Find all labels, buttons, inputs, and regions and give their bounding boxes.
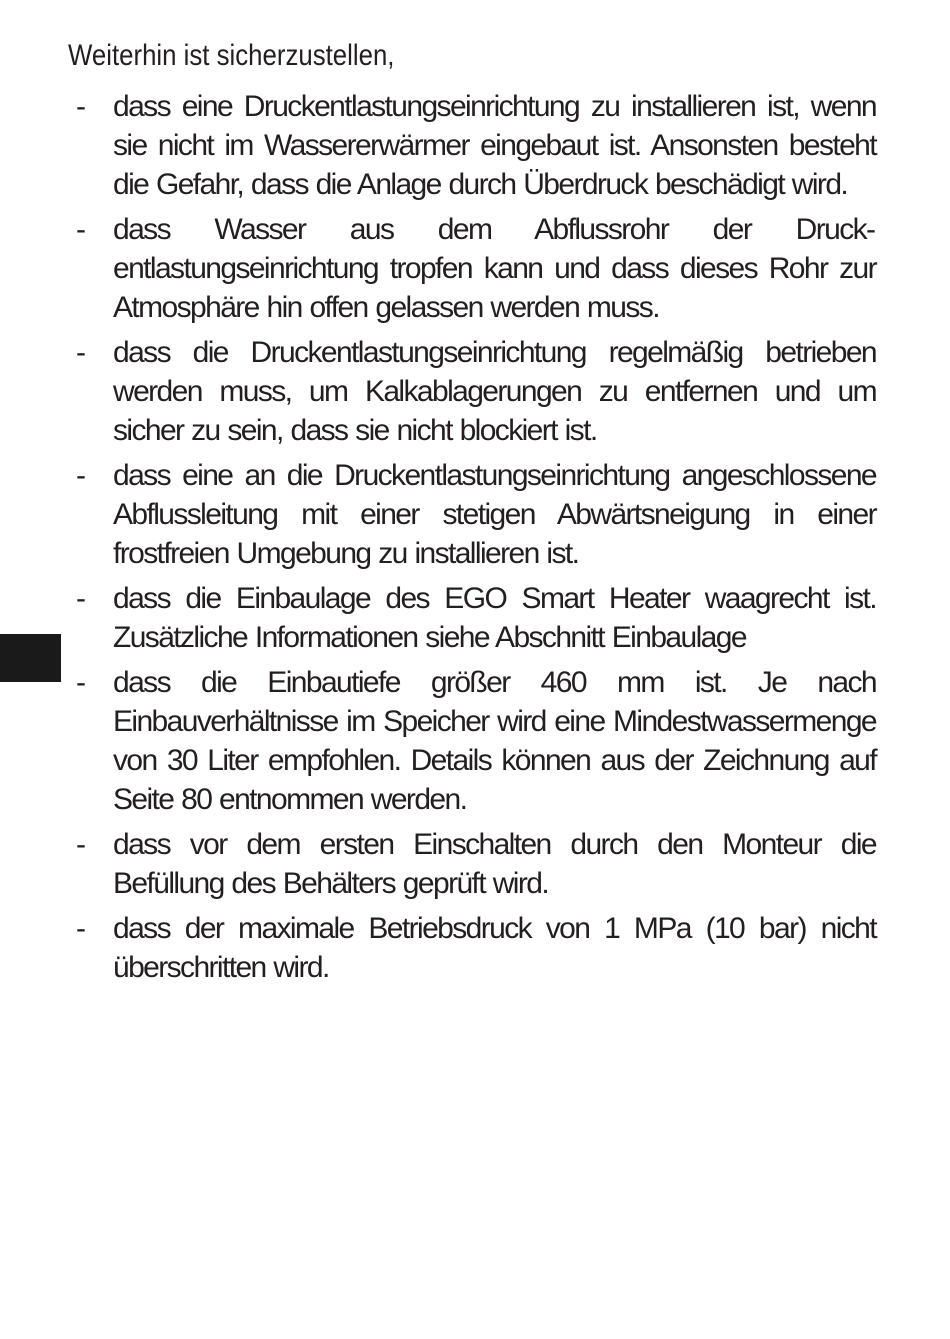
list-item (0, 456, 950, 573)
list-item-text: dass vor dem ersten Einschalten durch den Monteur die Befüllung des Behälters geprüft wird. (113, 828, 876, 900)
bullet-dash: - (76, 912, 86, 945)
list-item (0, 333, 950, 450)
bullet-dash: - (76, 90, 86, 123)
section-tab-marker (0, 634, 61, 682)
bullet-dash: - (76, 336, 86, 369)
bullet-dash: - (76, 213, 86, 246)
list-item-text: dass die Einbaulage des EGO Smart Heater waagrecht ist. Zusätzliche Informationen siehe Abschnitt Einbaulage (113, 582, 876, 654)
bullet-dash: - (76, 582, 86, 615)
list-item (0, 579, 950, 657)
bullet-dash: - (76, 666, 86, 699)
list-item (0, 210, 950, 327)
list-item (0, 909, 950, 987)
intro-text: Weiterhin ist sicherzustellen, (68, 39, 395, 72)
bullet-dash: - (76, 828, 86, 861)
list-item-text: dass Wasser aus dem Abflussrohr der Druckentlastungseinrichtung tropfen kann und dass dieses Rohr zur Atmosphäre hin offen gelassen werden muss. (113, 213, 876, 324)
list-item-text: dass der maximale Betriebsdruck von 1 MPa (10 bar) nicht überschritten wird. (113, 912, 876, 984)
list-item-text: dass eine Druckentlastungseinrichtung zu installieren ist, wenn sie nicht im Wassererwärmer eingebaut ist. Ansonsten besteht die Gefahr, dass die Anlage durch Überdruck beschädigt wird. (113, 90, 876, 201)
list-item (0, 87, 950, 204)
list-item-text: dass eine an die Druckentlastungseinrichtung angeschlossene Abflussleitung mit einer stetigen Abwärtsneigung in einer frostfreien Umgebung zu installieren ist. (113, 459, 876, 570)
list-item (0, 663, 950, 819)
list-item-text: dass die Einbautiefe größer 460 mm ist. Je nach Einbauverhältnisse im Speicher wird eine Mindestwassermenge von 30 Liter empfohlen. Details können aus der Zeichnung auf Seite 80 entnommen werden. (113, 666, 876, 816)
list-item-text: dass die Druckentlastungseinrichtung regelmäßig betrieben werden muss, um Kalkablagerungen zu entfernen und um sicher zu sein, dass sie nicht blockiert ist. (113, 336, 876, 447)
bullet-dash: - (76, 459, 86, 492)
requirements-list (0, 87, 950, 993)
list-item (0, 825, 950, 903)
